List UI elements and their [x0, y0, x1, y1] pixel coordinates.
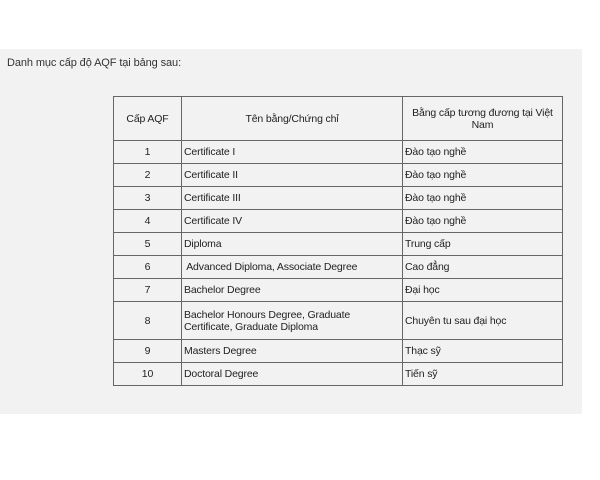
cell-level: 9 — [114, 340, 182, 363]
cell-vn-equivalent: Đào tạo nghề — [403, 187, 563, 210]
cell-level: 7 — [114, 279, 182, 302]
table-header-row — [114, 97, 563, 141]
cell-level: 8 — [114, 302, 182, 340]
content-panel — [0, 49, 582, 414]
cell-level: 5 — [114, 233, 182, 256]
cell-qualification: Doctoral Degree — [182, 363, 403, 386]
table-row — [114, 187, 563, 210]
column-header-qualification: Tên bằng/Chứng chỉ — [182, 97, 403, 141]
table-row — [114, 302, 563, 340]
cell-qualification: Bachelor Honours Degree, Graduate Certificate, Graduate Diploma — [182, 302, 403, 340]
cell-qualification: Certificate III — [182, 187, 403, 210]
cell-vn-equivalent: Đào tạo nghề — [403, 210, 563, 233]
cell-qualification: Certificate I — [182, 141, 403, 164]
cell-qualification: Bachelor Degree — [182, 279, 403, 302]
column-header-level: Cấp AQF — [114, 97, 182, 141]
cell-vn-equivalent: Cao đẳng — [403, 256, 563, 279]
intro-text: Danh mục cấp độ AQF tại bảng sau: — [7, 57, 182, 69]
cell-vn-equivalent: Đào tạo nghề — [403, 164, 563, 187]
table-row — [114, 256, 563, 279]
cell-level: 1 — [114, 141, 182, 164]
table-row — [114, 141, 563, 164]
cell-level: 4 — [114, 210, 182, 233]
cell-level: 6 — [114, 256, 182, 279]
table-row — [114, 363, 563, 386]
table-row — [114, 233, 563, 256]
cell-vn-equivalent: Tiến sỹ — [403, 363, 563, 386]
aqf-levels-table — [113, 96, 563, 386]
column-header-vn-equivalent: Bằng cấp tương đương tại Việt Nam — [403, 97, 563, 141]
cell-vn-equivalent: Đại học — [403, 279, 563, 302]
table-row — [114, 279, 563, 302]
cell-qualification: Certificate II — [182, 164, 403, 187]
cell-vn-equivalent: Đào tạo nghề — [403, 141, 563, 164]
cell-qualification: Masters Degree — [182, 340, 403, 363]
cell-vn-equivalent: Chuyên tu sau đại học — [403, 302, 563, 340]
table-row — [114, 210, 563, 233]
cell-qualification: Advanced Diploma, Associate Degree — [182, 256, 403, 279]
cell-qualification: Diploma — [182, 233, 403, 256]
cell-vn-equivalent: Thạc sỹ — [403, 340, 563, 363]
cell-level: 3 — [114, 187, 182, 210]
cell-qualification: Certificate IV — [182, 210, 403, 233]
cell-level: 2 — [114, 164, 182, 187]
cell-vn-equivalent: Trung cấp — [403, 233, 563, 256]
table-row — [114, 340, 563, 363]
cell-level: 10 — [114, 363, 182, 386]
table-row — [114, 164, 563, 187]
